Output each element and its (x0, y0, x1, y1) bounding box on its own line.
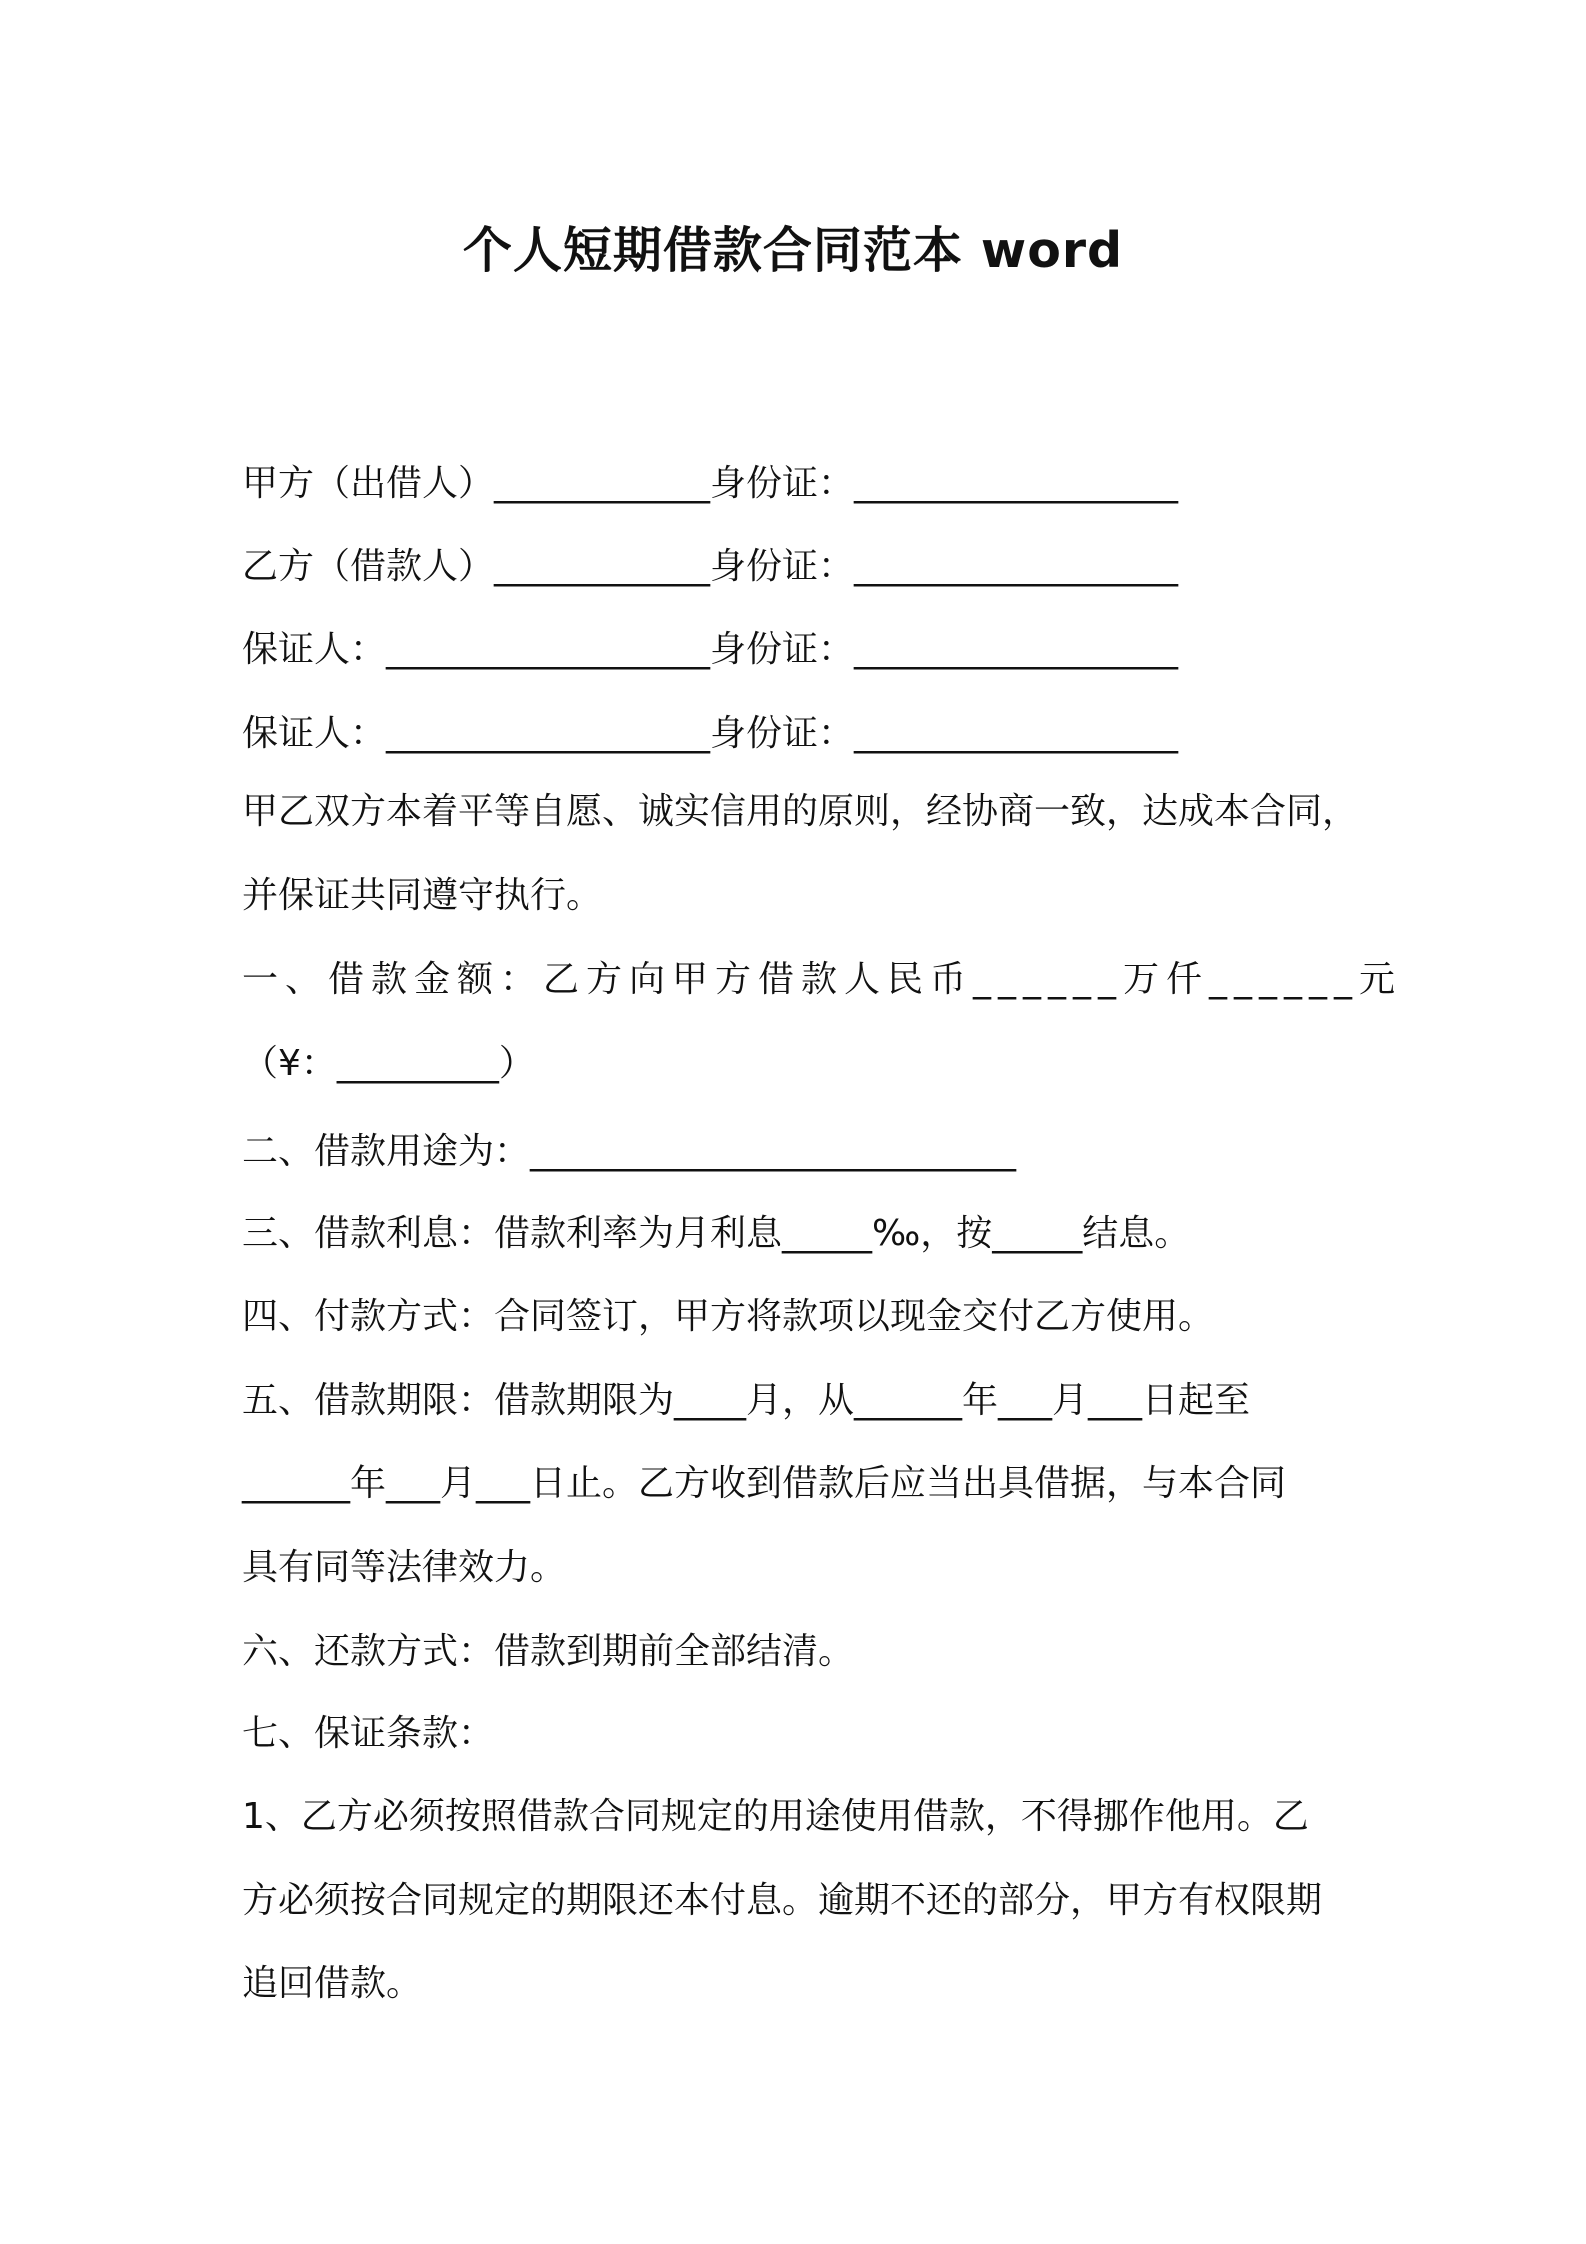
clause-interest: 三、借款利息：借款利率为月利息_____‰，按_____结息。 (242, 1213, 1191, 1254)
guarantor-line-1: 保证人：__________________身份证：__________________ (242, 629, 1179, 670)
clause-guarantee-head: 七、保证条款： (242, 1713, 495, 1754)
clause-repayment: 六、还款方式：借款到期前全部结清。 (242, 1631, 855, 1672)
clause-purpose: 二、借款用途为：___________________________ (242, 1131, 1017, 1172)
clause-term-line-1: 五、借款期限：借款期限为____月，从______年___月___日起至 (242, 1380, 1251, 1421)
guarantee-item-1-line-3: 追回借款。 (242, 1963, 423, 2004)
document-title: 个人短期借款合同范本 word (462, 222, 1124, 279)
clause-term-line-2: ______年___月___日止。乙方收到借款后应当出具借据，与本合同 (242, 1463, 1287, 1504)
guarantee-item-1-line-1: 1、乙方必须按照借款合同规定的用途使用借款，不得挪作他用。乙 (242, 1796, 1309, 1837)
preamble-line-2: 并保证共同遵守执行。 (242, 875, 603, 916)
clause-amount: 一、借款金额：乙方向甲方借款人民币______万仟______元 (242, 959, 1403, 1000)
clause-amount-yuan: （¥：_________） (242, 1043, 535, 1084)
borrower-line: 乙方（借款人）____________身份证：__________________ (242, 546, 1179, 587)
clause-payment: 四、付款方式：合同签订，甲方将款项以现金交付乙方使用。 (242, 1296, 1215, 1337)
clause-term-line-3: 具有同等法律效力。 (242, 1547, 567, 1588)
lender-line: 甲方（出借人）____________身份证：__________________ (242, 463, 1179, 504)
preamble-line-1: 甲乙双方本着平等自愿、诚实信用的原则，经协商一致，达成本合同， (242, 791, 1359, 832)
guarantor-line-2: 保证人：__________________身份证：__________________ (242, 713, 1179, 754)
guarantee-item-1-line-2: 方必须按合同规定的期限还本付息。逾期不还的部分，甲方有权限期 (242, 1880, 1323, 1921)
